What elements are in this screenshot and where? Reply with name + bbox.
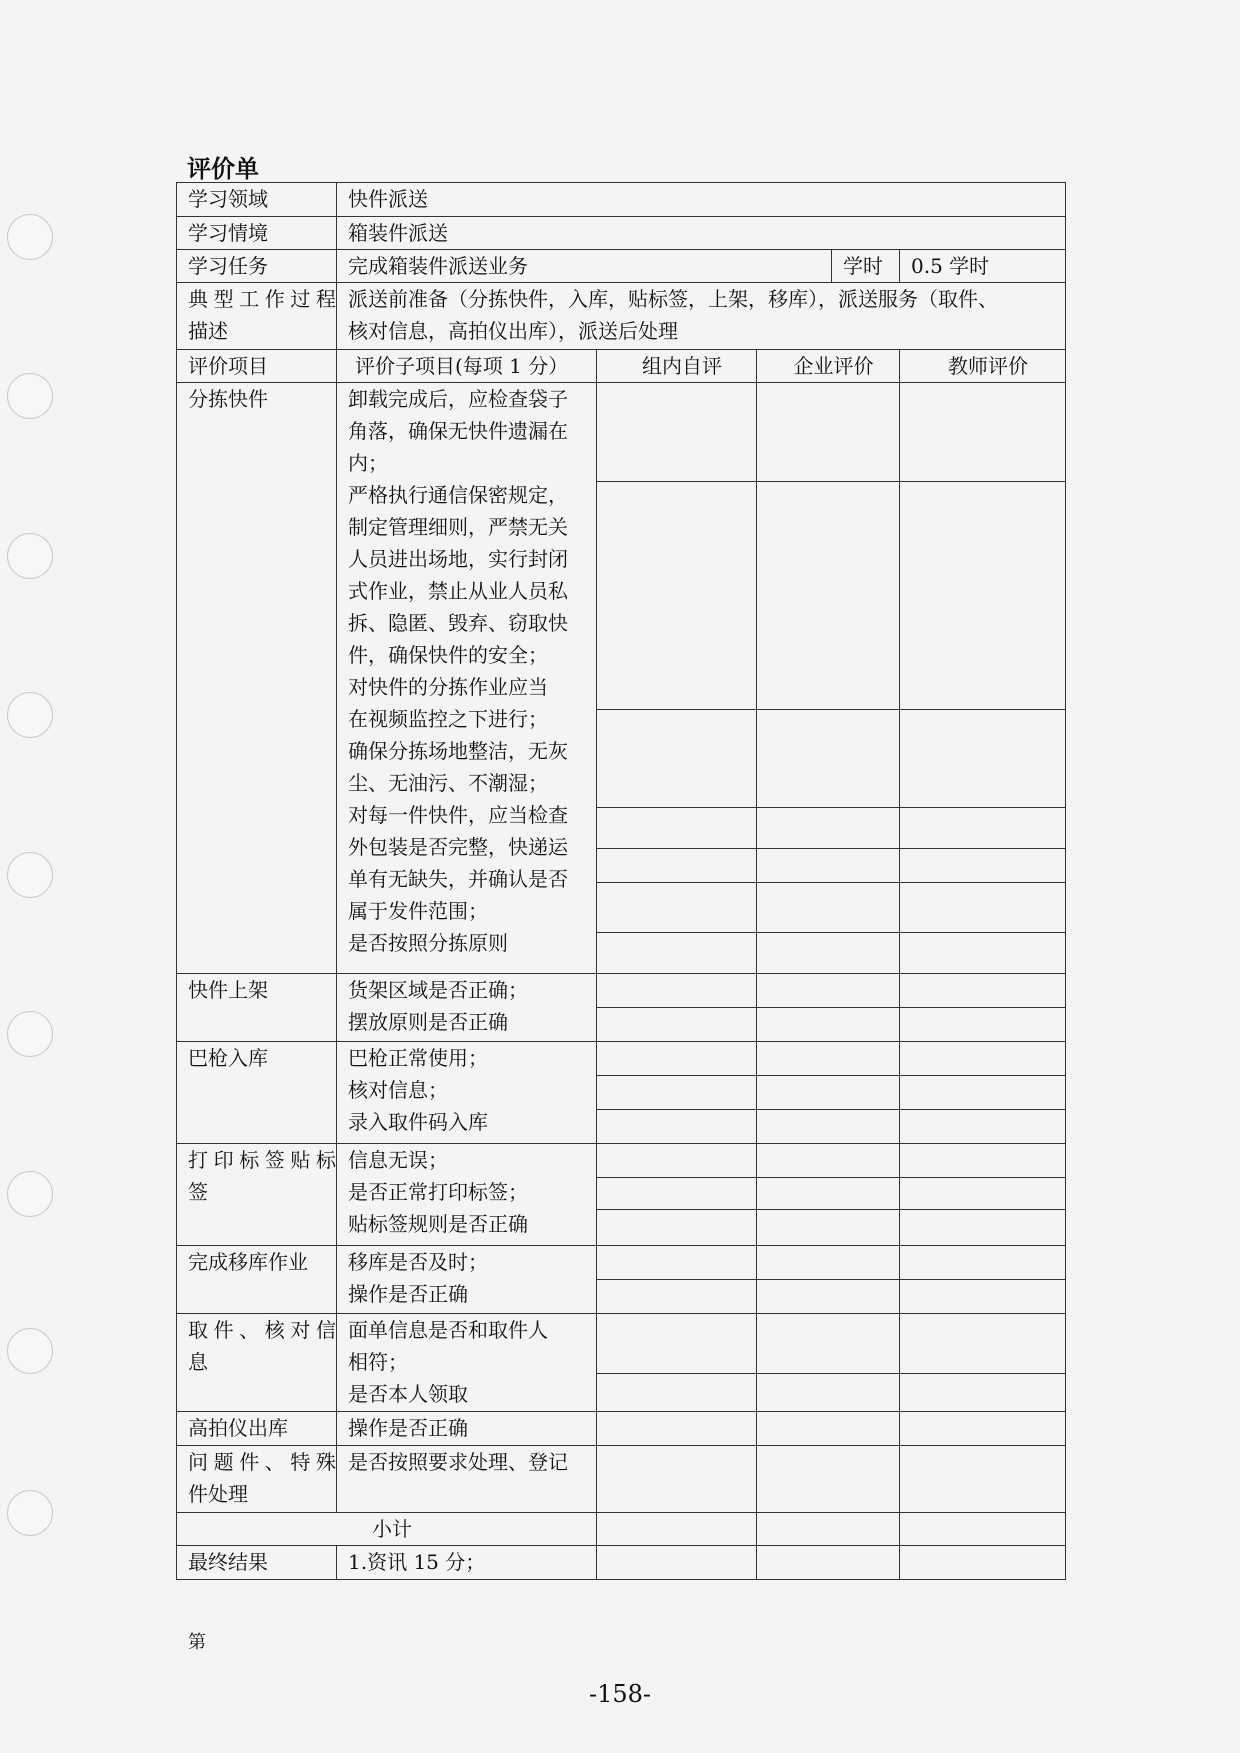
sub-item-line: 相符； [348, 1350, 408, 1374]
group-label [177, 1144, 337, 1246]
process-value-line: 核对信息，高拍仪出库），派送后处理 [348, 319, 678, 343]
score-enterprise[interactable] [757, 1412, 900, 1446]
group-row [177, 383, 1066, 482]
final-value: 1.资讯 15 分； [337, 1546, 597, 1580]
hours-value: 0.5 学时 [900, 250, 1066, 283]
score-teacher[interactable] [900, 1246, 1066, 1280]
score-teacher[interactable] [900, 1144, 1066, 1178]
score-teacher[interactable] [900, 849, 1066, 883]
group-sub-items [337, 974, 597, 1042]
header-row [177, 350, 1066, 383]
evaluation-table [176, 182, 1066, 1580]
score-teacher[interactable] [900, 482, 1066, 710]
sub-item-line: 单有无缺失，并确认是否 [348, 867, 568, 891]
score-self[interactable] [597, 1042, 757, 1076]
score-teacher[interactable] [900, 974, 1066, 1008]
group-sub-items [337, 1446, 597, 1513]
page-number: -158- [588, 1680, 652, 1708]
score-enterprise[interactable] [757, 1280, 900, 1314]
task-label: 学习任务 [177, 250, 337, 283]
group-label-line: 高拍仪出库 [188, 1416, 288, 1440]
sub-item-line: 对快件的分拣作业应当 [348, 675, 548, 699]
score-teacher[interactable] [900, 1446, 1066, 1513]
sub-item-line: 制定管理细则，严禁无关 [348, 515, 568, 539]
score-self[interactable] [597, 1178, 757, 1210]
score-enterprise[interactable] [757, 1314, 900, 1374]
score-teacher[interactable] [900, 1110, 1066, 1144]
score-self[interactable] [597, 1314, 757, 1374]
binder-hole [7, 1490, 53, 1536]
binder-hole [7, 214, 53, 260]
score-enterprise[interactable] [757, 1246, 900, 1280]
sub-item-line: 巴枪正常使用； [348, 1046, 488, 1070]
sub-item-line: 是否按照分拣原则 [348, 931, 508, 955]
row-process [177, 283, 1066, 350]
sub-item-line: 件，确保快件的安全； [348, 643, 548, 667]
score-teacher[interactable] [900, 1412, 1066, 1446]
score-self[interactable] [597, 1210, 757, 1246]
score-self[interactable] [597, 1374, 757, 1412]
header-item: 评价项目 [177, 350, 337, 383]
situation-label: 学习情境 [177, 217, 337, 250]
score-teacher[interactable] [900, 1076, 1066, 1110]
header-sub: 评价子项目(每项 1 分） [337, 350, 597, 383]
group-sub-items [337, 383, 597, 974]
score-enterprise[interactable] [757, 883, 900, 933]
score-self[interactable] [597, 1110, 757, 1144]
score-self[interactable] [597, 1446, 757, 1513]
binder-hole [7, 1011, 53, 1057]
score-enterprise[interactable] [757, 1008, 900, 1042]
sub-item-line: 拆、隐匿、毁弃、窃取快 [348, 611, 568, 635]
score-enterprise[interactable] [757, 1076, 900, 1110]
score-enterprise[interactable] [757, 933, 900, 974]
score-enterprise[interactable] [757, 1513, 900, 1546]
sub-item-line: 人员进出场地，实行封闭 [348, 547, 568, 571]
group-label [177, 1042, 337, 1144]
process-value [337, 283, 1066, 350]
sub-item-line: 对每一件快件，应当检查 [348, 803, 568, 827]
final-label: 最终结果 [177, 1546, 337, 1580]
sub-item-line: 核对信息； [348, 1078, 448, 1102]
score-self[interactable] [597, 974, 757, 1008]
score-enterprise[interactable] [757, 1144, 900, 1178]
score-enterprise[interactable] [757, 482, 900, 710]
score-self[interactable] [597, 710, 757, 808]
sub-item-line: 内； [348, 451, 388, 475]
group-sub-items [337, 1412, 597, 1446]
score-teacher[interactable] [900, 1280, 1066, 1314]
score-enterprise[interactable] [757, 808, 900, 849]
form-title: 评价单 [187, 155, 259, 183]
sub-item-line: 贴标签规则是否正确 [348, 1212, 528, 1236]
score-self[interactable] [597, 849, 757, 883]
score-self[interactable] [597, 933, 757, 974]
sub-item-line: 操作是否正确 [348, 1282, 468, 1306]
sub-item-line: 卸载完成后，应检查袋子 [348, 387, 568, 411]
score-teacher[interactable] [900, 883, 1066, 933]
score-teacher[interactable] [900, 1546, 1066, 1580]
binder-hole [7, 692, 53, 738]
score-self[interactable] [597, 1144, 757, 1178]
score-enterprise[interactable] [757, 1110, 900, 1144]
sub-item-line: 是否本人领取 [348, 1382, 468, 1406]
footer-label: 第 [188, 1632, 206, 1653]
score-self[interactable] [597, 883, 757, 933]
score-teacher[interactable] [900, 710, 1066, 808]
sub-item-line: 录入取件码入库 [348, 1110, 488, 1134]
row-task [177, 250, 1066, 283]
group-label [177, 1412, 337, 1446]
group-sub-items [337, 1246, 597, 1314]
binder-hole [7, 1171, 53, 1217]
sub-item-line: 面单信息是否和取件人 [348, 1318, 548, 1342]
binder-hole [7, 373, 53, 419]
group-row [177, 1412, 1066, 1446]
subtotal-row [177, 1513, 1066, 1546]
group-label [177, 383, 337, 974]
score-enterprise[interactable] [757, 849, 900, 883]
sub-item-line: 属于发件范围； [348, 899, 488, 923]
group-sub-items [337, 1144, 597, 1246]
row-situation [177, 217, 1066, 250]
group-sub-items [337, 1314, 597, 1412]
domain-value: 快件派送 [337, 183, 1066, 217]
sub-item-line: 在视频监控之下进行； [348, 707, 548, 731]
group-row [177, 1314, 1066, 1374]
score-self[interactable] [597, 1412, 757, 1446]
score-self[interactable] [597, 1280, 757, 1314]
sub-item-line: 角落，确保无快件遗漏在 [348, 419, 568, 443]
group-row [177, 1446, 1066, 1513]
group-label [177, 1314, 337, 1412]
group-label [177, 974, 337, 1042]
group-label-line: 快件上架 [188, 978, 268, 1002]
score-enterprise[interactable] [757, 1210, 900, 1246]
score-self[interactable] [597, 1008, 757, 1042]
final-row [177, 1546, 1066, 1580]
group-row [177, 1246, 1066, 1280]
task-value: 完成箱装件派送业务 [337, 250, 832, 283]
score-enterprise[interactable] [757, 1446, 900, 1513]
header-teacher: 教师评价 [900, 350, 1066, 383]
score-self[interactable] [597, 1513, 757, 1546]
group-row [177, 1042, 1066, 1076]
score-self[interactable] [597, 1076, 757, 1110]
sub-item-line: 确保分拣场地整洁，无灰 [348, 739, 568, 763]
score-self[interactable] [597, 808, 757, 849]
score-teacher[interactable] [900, 1210, 1066, 1246]
process-label-line: 描述 [188, 319, 228, 343]
group-label-line: 问题件、特殊 [188, 1450, 336, 1474]
score-enterprise[interactable] [757, 383, 900, 482]
score-teacher[interactable] [900, 1042, 1066, 1076]
score-teacher[interactable] [900, 1314, 1066, 1374]
score-self[interactable] [597, 1246, 757, 1280]
group-label-line: 分拣快件 [188, 387, 268, 411]
score-teacher[interactable] [900, 1513, 1066, 1546]
score-teacher[interactable] [900, 383, 1066, 482]
score-teacher[interactable] [900, 808, 1066, 849]
score-enterprise[interactable] [757, 1178, 900, 1210]
sub-item-line: 摆放原则是否正确 [348, 1010, 508, 1034]
sub-item-line: 严格执行通信保密规定， [348, 483, 568, 507]
group-label [177, 1446, 337, 1513]
score-enterprise[interactable] [757, 1042, 900, 1076]
score-teacher[interactable] [900, 1178, 1066, 1210]
score-enterprise[interactable] [757, 974, 900, 1008]
group-row [177, 1144, 1066, 1178]
header-enterprise: 企业评价 [757, 350, 900, 383]
sub-item-line: 尘、无油污、不潮湿； [348, 771, 548, 795]
sub-item-line: 货架区域是否正确； [348, 978, 528, 1002]
score-self[interactable] [597, 1546, 757, 1580]
sub-item-line: 操作是否正确 [348, 1416, 468, 1440]
header-self: 组内自评 [597, 350, 757, 383]
group-label-line: 取件、核对信 [188, 1318, 336, 1342]
group-label-line: 件处理 [188, 1482, 248, 1506]
process-value-line: 派送前准备（分拣快件，入库，贴标签，上架，移库），派送服务（取件、 [348, 287, 998, 311]
group-label-line: 签 [188, 1180, 208, 1204]
subtotal-label: 小计 [177, 1513, 597, 1546]
sub-item-line: 信息无误； [348, 1148, 448, 1172]
binder-hole [7, 533, 53, 579]
group-label-line: 息 [188, 1350, 208, 1374]
binder-hole [7, 1328, 53, 1374]
group-row [177, 974, 1066, 1008]
score-enterprise[interactable] [757, 1546, 900, 1580]
process-label [177, 283, 337, 350]
sub-item-line: 移库是否及时； [348, 1250, 488, 1274]
group-label-line: 完成移库作业 [188, 1250, 308, 1274]
process-label-line: 典型工作过程 [188, 287, 336, 311]
sub-item-line: 外包装是否完整，快递运 [348, 835, 568, 859]
group-label [177, 1246, 337, 1314]
hours-label: 学时 [832, 250, 900, 283]
score-enterprise[interactable] [757, 710, 900, 808]
situation-value: 箱装件派送 [337, 217, 1066, 250]
sub-item-line: 是否正常打印标签； [348, 1180, 528, 1204]
score-enterprise[interactable] [757, 1374, 900, 1412]
domain-label: 学习领域 [177, 183, 337, 217]
group-sub-items [337, 1042, 597, 1144]
score-self[interactable] [597, 482, 757, 710]
group-label-line: 打印标签贴标 [188, 1148, 336, 1172]
score-teacher[interactable] [900, 933, 1066, 974]
sub-item-line: 是否按照要求处理、登记 [348, 1450, 568, 1474]
score-self[interactable] [597, 383, 757, 482]
row-domain [177, 183, 1066, 217]
score-teacher[interactable] [900, 1374, 1066, 1412]
score-teacher[interactable] [900, 1008, 1066, 1042]
group-label-line: 巴枪入库 [188, 1046, 268, 1070]
binder-hole [7, 852, 53, 898]
sub-item-line: 式作业，禁止从业人员私 [348, 579, 568, 603]
